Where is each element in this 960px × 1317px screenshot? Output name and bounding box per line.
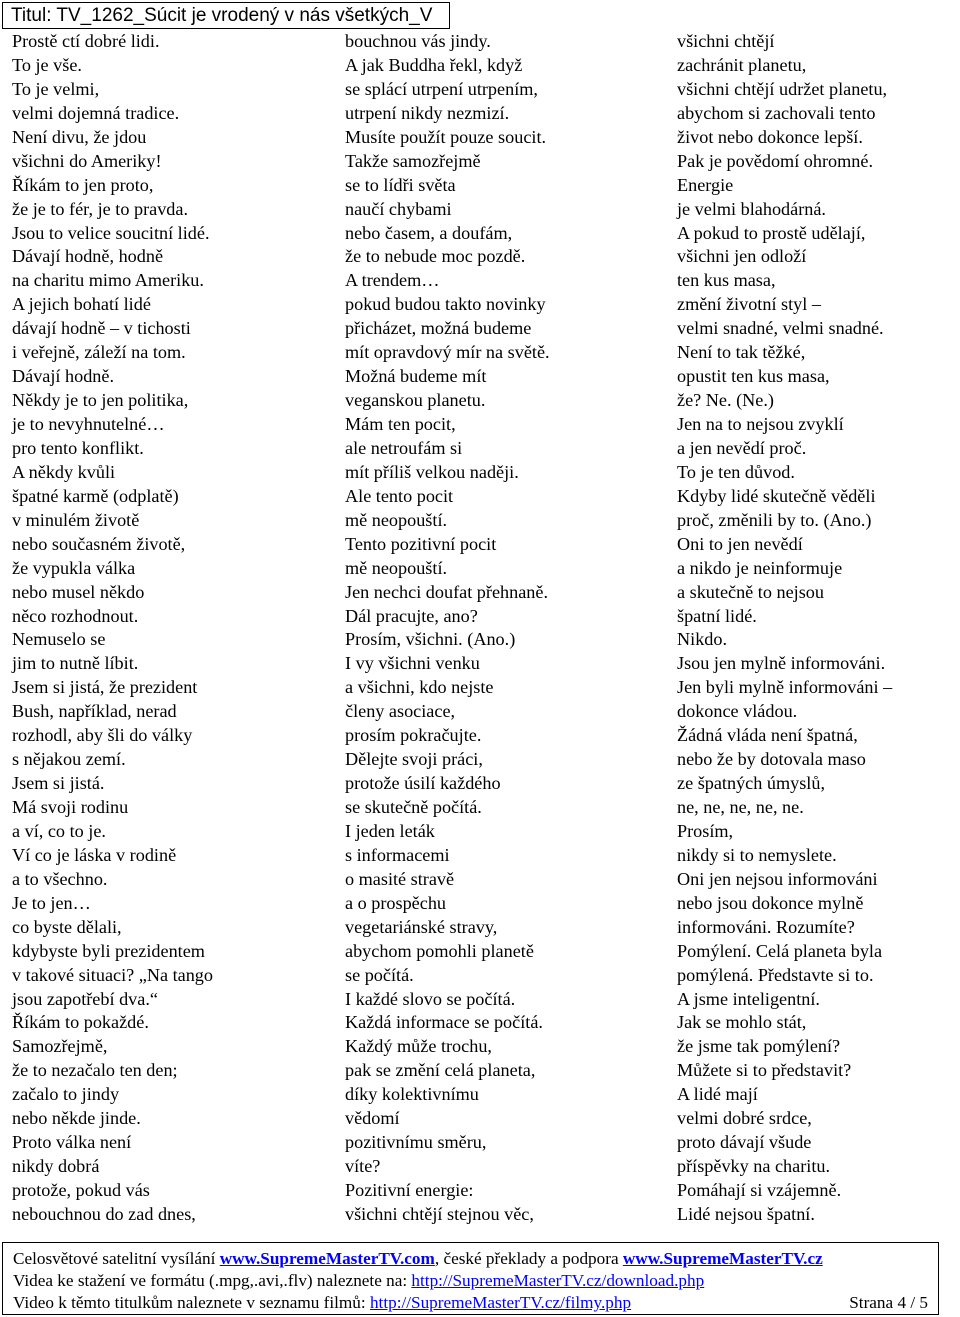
document-title: Titul: TV_1262_Súcit je vrodený v nás všetkých_V xyxy=(2,2,450,29)
text-line: velmi dobré srdce, xyxy=(677,1108,812,1129)
text-line: jsou zapotřebí dva.“ xyxy=(12,988,158,1009)
text-line: se to lídři světa xyxy=(345,174,456,195)
text-line: změní životní styl – xyxy=(677,294,821,315)
text-line: A jsme inteligentní. xyxy=(677,988,820,1009)
text-line: vegetariánské stravy, xyxy=(345,916,498,937)
text-line: mít příliš velkou naději. xyxy=(345,461,519,482)
text-line: nebo jsou dokonce mylně xyxy=(677,892,864,913)
text-line: informováni. Rozumíte? xyxy=(677,916,855,937)
text-line: nebouchnou do zad dnes, xyxy=(12,1203,196,1224)
text-line: dokonce vládou. xyxy=(677,701,798,722)
text-line: abychom pomohli planetě xyxy=(345,940,534,961)
text-line: co byste dělali, xyxy=(12,916,122,937)
text-line: prosím pokračujte. xyxy=(345,725,482,746)
text-column-3 xyxy=(677,30,960,1227)
text-line: bouchnou vás jindy. xyxy=(345,31,491,51)
text-line: všichni do Ameriky! xyxy=(12,150,162,171)
text-line: A lidé mají xyxy=(677,1084,758,1105)
text-line: jim to nutně líbit. xyxy=(12,653,139,674)
text-line: a ví, co to je. xyxy=(12,820,106,841)
text-line: dávají hodně – v tichosti xyxy=(12,318,191,339)
text-line: je to nevyhnutelné… xyxy=(12,414,165,434)
text-line: na charitu mimo Ameriku. xyxy=(12,270,204,291)
text-line: Oni to jen nevědí xyxy=(677,533,803,554)
text-line: Musíte použít pouze soucit. xyxy=(345,126,547,147)
text-line: mě neopouští. xyxy=(345,557,448,578)
text-line: A pokud to prostě udělají, xyxy=(677,222,866,243)
text-line: v minulém životě xyxy=(12,509,140,530)
footer-films-text: Video k těmto titulkům naleznete v seznamu filmů: xyxy=(13,1293,370,1313)
text-line: A jejich bohatí lidé xyxy=(12,294,151,315)
text-line: všichni chtějí xyxy=(677,31,775,51)
text-line: A jak Buddha řekl, když xyxy=(345,54,523,75)
text-column-1 xyxy=(12,30,332,1227)
text-line: všichni chtějí stejnou věc, xyxy=(345,1203,534,1224)
text-line: s informacemi xyxy=(345,844,450,865)
text-line: že to nebude moc pozdě. xyxy=(345,246,526,267)
text-line: Každá informace se počítá. xyxy=(345,1012,543,1033)
text-line: Takže samozřejmě xyxy=(345,150,481,171)
text-line: život nebo dokonce lepší. xyxy=(677,126,863,147)
text-line: Prosím, xyxy=(677,820,734,841)
text-line: Tento pozitivní pocit xyxy=(345,533,497,554)
footer-line-broadcast xyxy=(13,1248,938,1270)
text-line: špatní lidé. xyxy=(677,605,757,626)
films-link[interactable]: http://SupremeMasterTV.cz/filmy.php xyxy=(369,1293,632,1313)
text-line: Energie xyxy=(677,174,734,195)
text-line: Kdyby lidé skutečně věděli xyxy=(677,485,876,506)
text-line: velmi dojemná tradice. xyxy=(12,102,180,123)
text-line: naučí chybami xyxy=(345,198,452,219)
text-line: že? Ne. (Ne.) xyxy=(677,390,774,411)
text-line: Dál pracujte, ano? xyxy=(345,605,478,626)
text-line: nikdy dobrá xyxy=(12,1156,100,1177)
text-line: mít opravdový mír na světě. xyxy=(345,342,550,363)
text-line: Dávají hodně. xyxy=(12,366,115,387)
text-line: Dělejte svoji práci, xyxy=(345,749,483,770)
text-line: opustit ten kus masa, xyxy=(677,366,830,387)
text-line: a jen nevědí proč. xyxy=(677,437,807,458)
text-line: Pak je povědomí ohromné. xyxy=(677,150,873,171)
text-line: veganskou planetu. xyxy=(345,390,486,411)
text-line: Jsou jen mylně informováni. xyxy=(677,653,886,674)
text-line: v takové situaci? „Na tango xyxy=(12,964,213,985)
text-line: Bush, například, nerad xyxy=(12,701,177,722)
text-line: To je velmi, xyxy=(12,78,100,99)
text-line: Není to tak těžké, xyxy=(677,342,806,363)
text-line: Jen na to nejsou zvyklí xyxy=(677,414,844,434)
text-line: Jen byli mylně informováni – xyxy=(677,677,893,698)
text-line: víte? xyxy=(345,1156,381,1177)
page-footer xyxy=(2,1242,939,1315)
text-line: Ale tento pocit xyxy=(345,485,454,506)
text-line: že jsme tak pomýlení? xyxy=(677,1036,841,1057)
footer-download-text: Videa ke stažení ve formátu (.mpg,.avi,.flv) naleznete na: xyxy=(13,1271,412,1291)
text-line: s nějakou zemí. xyxy=(12,749,126,770)
text-line: nebo musel někdo xyxy=(12,581,145,602)
text-line: a to všechno. xyxy=(12,868,108,889)
text-column-2 xyxy=(345,30,665,1227)
text-line: se počítá. xyxy=(345,964,414,985)
text-line: ten kus masa, xyxy=(677,270,776,291)
text-line: rozhodl, aby šli do války xyxy=(12,725,193,746)
text-line: protože, pokud vás xyxy=(12,1180,150,1200)
supremetv-com-link[interactable]: www.SupremeMasterTV.com xyxy=(219,1249,435,1268)
text-line: proč, změnili by to. (Ano.) xyxy=(677,509,872,530)
text-line: a o prospěchu xyxy=(345,892,447,913)
text-line: kdybyste byli prezidentem xyxy=(12,940,205,961)
text-line: I vy všichni venku xyxy=(345,653,480,674)
text-line: Oni jen nejsou informováni xyxy=(677,868,878,889)
text-line: Není divu, že jdou xyxy=(12,126,147,147)
text-line: je velmi blahodárná. xyxy=(677,198,826,219)
text-line: nikdy si to nemyslete. xyxy=(677,844,837,865)
text-line: a nikdo je neinformuje xyxy=(677,557,843,578)
text-line: To je vše. xyxy=(12,54,82,75)
text-line: velmi snadné, velmi snadné. xyxy=(677,318,884,339)
text-line: pro tento konflikt. xyxy=(12,437,144,458)
text-line: členy asociace, xyxy=(345,701,456,722)
text-line: nebo časem, a doufám, xyxy=(345,222,513,243)
text-line: Žádná vláda není špatná, xyxy=(677,725,858,746)
text-line: protože úsilí každého xyxy=(345,773,501,794)
text-line: že to nezačalo ten den; xyxy=(12,1060,178,1081)
text-line: a všichni, kdo nejste xyxy=(345,677,494,698)
text-line: Pozitivní energie: xyxy=(345,1180,474,1200)
text-line: Říkám to jen proto, xyxy=(12,174,154,195)
text-line: zachránit planetu, xyxy=(677,54,807,75)
text-line: abychom si zachovali tento xyxy=(677,102,876,123)
text-line: Prostě ctí dobré lidi. xyxy=(12,31,160,51)
page-number: Strana 4 / 5 xyxy=(849,1293,928,1313)
text-line: Samozřejmě, xyxy=(12,1036,108,1057)
text-line: začalo to jindy xyxy=(12,1084,120,1105)
text-line: se skutečně počítá. xyxy=(345,797,482,817)
text-line: ze špatných úmyslů, xyxy=(677,773,825,794)
text-line: I každé slovo se počítá. xyxy=(345,988,516,1009)
text-line: Někdy je to jen politika, xyxy=(12,390,189,411)
text-line: Nemuselo se xyxy=(12,629,106,650)
text-line: o masité stravě xyxy=(345,868,455,889)
text-line: špatné karmě (odplatě) xyxy=(12,485,179,506)
text-line: že vypukla válka xyxy=(12,557,136,578)
text-line: Možná budeme mít xyxy=(345,366,487,387)
text-line: Říkám to pokaždé. xyxy=(12,1012,149,1033)
text-line: Má svoji rodinu xyxy=(12,797,129,817)
text-line: Prosím, všichni. (Ano.) xyxy=(345,629,516,650)
text-line: a skutečně to nejsou xyxy=(677,581,824,602)
text-line: nebo někde jinde. xyxy=(12,1108,141,1129)
text-line: Mám ten pocit, xyxy=(345,414,456,434)
text-line: nebo současném životě, xyxy=(12,533,186,554)
text-line: Dávají hodně, hodně xyxy=(12,246,164,267)
text-line: Jak se mohlo stát, xyxy=(677,1012,807,1033)
text-line: nebo že by dotovala maso xyxy=(677,749,866,770)
text-line: A trendem… xyxy=(345,270,440,291)
text-line: I jeden leták xyxy=(345,820,435,841)
text-line: Je to jen… xyxy=(12,892,91,913)
footer-broadcast-text: Celosvětové satelitní vysílání xyxy=(13,1249,220,1268)
text-line: všichni jen odloží xyxy=(677,246,807,267)
text-line: utrpení nikdy nezmizí. xyxy=(345,102,510,123)
text-line: příspěvky na charitu. xyxy=(677,1156,831,1177)
text-line: A někdy kvůli xyxy=(12,461,116,482)
text-line: Pomáhají si vzájemně. xyxy=(677,1180,842,1200)
text-line: pak se změní celá planeta, xyxy=(345,1060,536,1081)
text-line: i veřejně, záleží na tom. xyxy=(12,342,186,363)
text-line: ale netroufám si xyxy=(345,437,463,458)
text-line: Jen nechci doufat přehnaně. xyxy=(345,581,549,602)
text-line: pozitivnímu směru, xyxy=(345,1132,487,1153)
text-line: Můžete si to představit? xyxy=(677,1060,852,1081)
text-line: proto dávají všude xyxy=(677,1132,812,1153)
text-line: se splácí utrpení utrpením, xyxy=(345,78,538,99)
text-line: Jsem si jistá. xyxy=(12,773,105,794)
text-line: Pomýlení. Celá planeta byla xyxy=(677,940,883,961)
text-line: něco rozhodnout. xyxy=(12,605,139,626)
supremetv-cz-link[interactable]: www.SupremeMasterTV.cz xyxy=(622,1249,823,1268)
text-line: Každý může trochu, xyxy=(345,1036,492,1057)
text-line: přicházet, možná budeme xyxy=(345,318,532,339)
footer-translation-text: , české překlady a podpora xyxy=(434,1249,623,1268)
text-line: mě neopouští. xyxy=(345,509,448,530)
text-line: Ví co je láska v rodině xyxy=(12,844,177,865)
text-line: díky kolektivnímu xyxy=(345,1084,479,1105)
text-line: Proto válka není xyxy=(12,1132,132,1153)
text-line: pokud budou takto novinky xyxy=(345,294,546,315)
text-line: Nikdo. xyxy=(677,629,728,650)
text-line: pomýlená. Představte si to. xyxy=(677,964,874,985)
text-line: Lidé nejsou špatní. xyxy=(677,1203,815,1224)
text-line: vědomí xyxy=(345,1108,400,1129)
footer-line-films xyxy=(13,1292,938,1314)
text-line: Jsou to velice soucitní lidé. xyxy=(12,222,210,243)
text-line: ne, ne, ne, ne, ne. xyxy=(677,797,804,817)
text-line: že je to fér, je to pravda. xyxy=(12,198,189,219)
text-line: všichni chtějí udržet planetu, xyxy=(677,78,888,99)
download-link[interactable]: http://SupremeMasterTV.cz/download.php xyxy=(411,1271,705,1291)
text-line: Jsem si jistá, že prezident xyxy=(12,677,198,698)
footer-line-download xyxy=(13,1270,938,1292)
text-line: To je ten důvod. xyxy=(677,461,795,482)
